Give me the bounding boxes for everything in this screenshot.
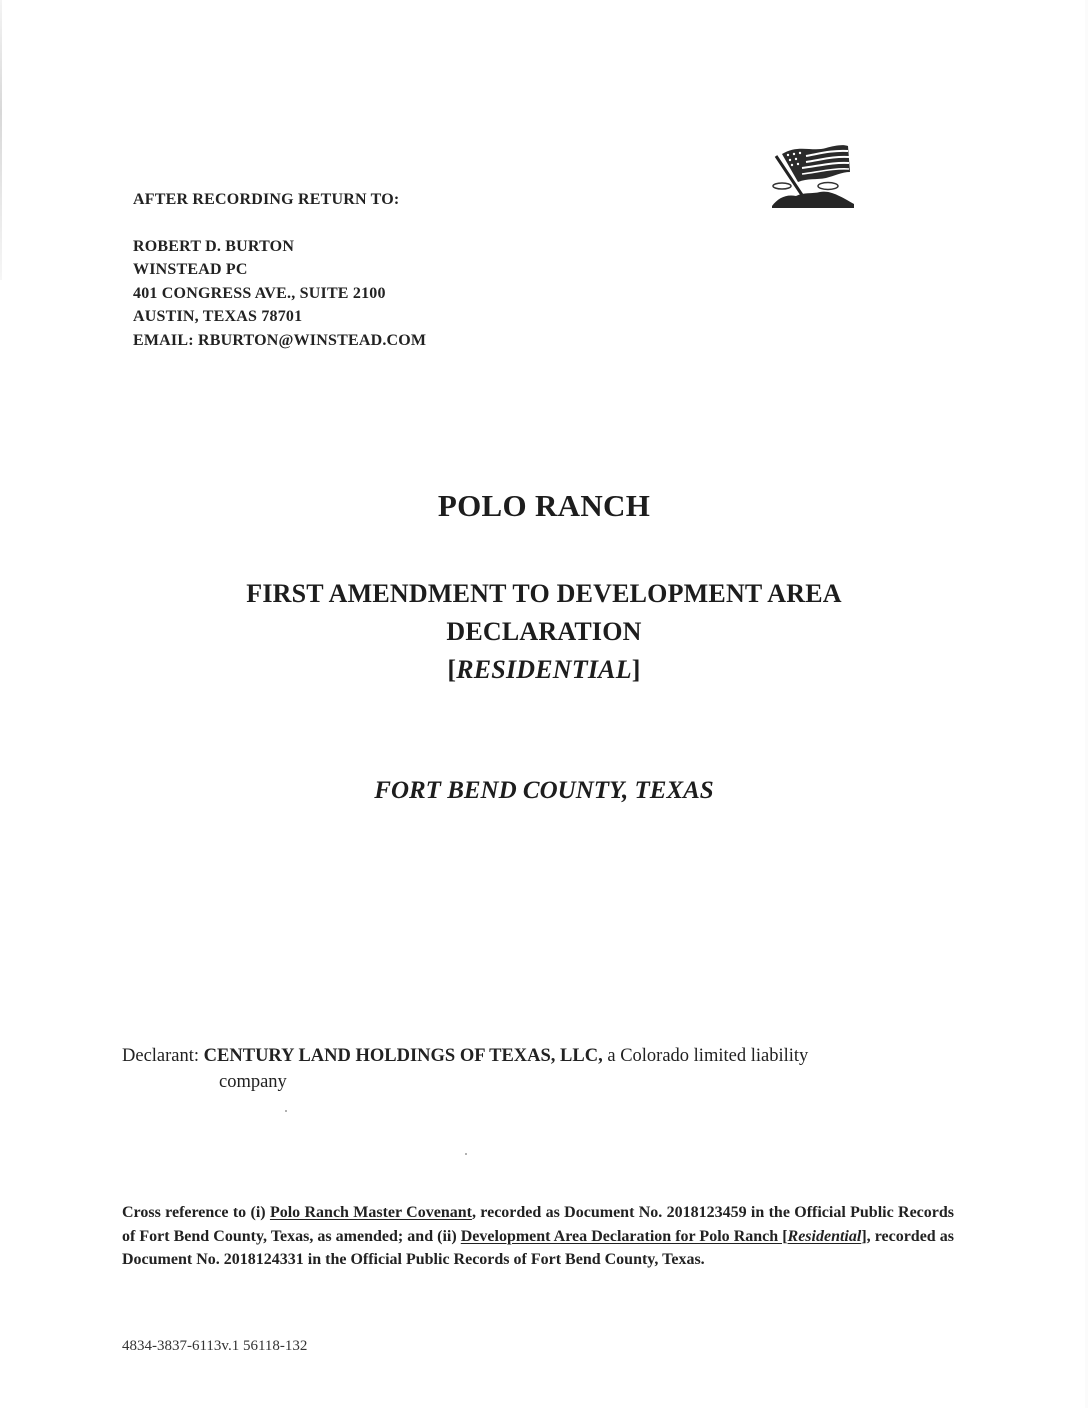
declarant-entity: CENTURY LAND HOLDINGS OF TEXAS, LLC, [203, 1046, 603, 1066]
document-title: POLO RANCH [437, 488, 651, 523]
declarant-description-continued: company [219, 1072, 287, 1092]
cross-ref-prefix: Cross reference to (i) [122, 1204, 270, 1221]
bracket-open: [ [447, 655, 457, 684]
recording-return-block [133, 188, 426, 352]
residential-label: RESIDENTIAL [456, 655, 632, 684]
recording-return-heading: AFTER RECORDING RETURN TO: [133, 191, 400, 208]
cross-reference-paragraph [122, 1201, 954, 1272]
document-id-footer: 4834-3837-6113v.1 56118-132 [122, 1338, 308, 1354]
bracket-close: ] [631, 655, 641, 684]
return-city: AUSTIN, TEXAS 78701 [133, 308, 303, 325]
county-heading: FORT BEND COUNTY, TEXAS [374, 777, 714, 804]
master-covenant-reference: Polo Ranch Master Covenant [269, 1204, 472, 1221]
scan-speck [465, 1153, 467, 1155]
dev-decl-title-part2: ] [861, 1227, 867, 1245]
page-scan-edge [0, 0, 2, 280]
document-subtitle [0, 575, 1088, 689]
development-declaration-reference [461, 1228, 867, 1245]
subtitle-line-1: FIRST AMENDMENT TO DEVELOPMENT AREA [246, 579, 842, 608]
dev-decl-title-part1: Development Area Declaration for Polo Ranch [ [460, 1227, 788, 1245]
development-declaration-recording: , recorded as Document No. 2018124331 in the Official Public Records of Fort Bend County, Texas. [122, 1227, 954, 1268]
declarant-label: Declarant: [122, 1046, 200, 1066]
declarant-block [122, 1043, 922, 1095]
american-flag-on-hill-icon [768, 142, 858, 210]
subtitle-line-2: DECLARATION [446, 617, 642, 646]
master-covenant-recording: , recorded as Document No. 2018123459 in the Official Public Records of Fort Bend County, Texas, as amended; and (ii) [122, 1204, 955, 1245]
dev-decl-title-italic: Residential [787, 1227, 862, 1245]
return-firm: WINSTEAD PC [133, 261, 248, 278]
return-email: EMAIL: RBURTON@WINSTEAD.COM [133, 331, 427, 349]
return-street: 401 CONGRESS AVE., SUITE 2100 [133, 284, 386, 302]
scan-speck [285, 1110, 287, 1112]
subtitle-line-3 [0, 651, 1088, 689]
return-name: ROBERT D. BURTON [133, 237, 295, 255]
declarant-description: a Colorado limited liability [602, 1046, 809, 1066]
